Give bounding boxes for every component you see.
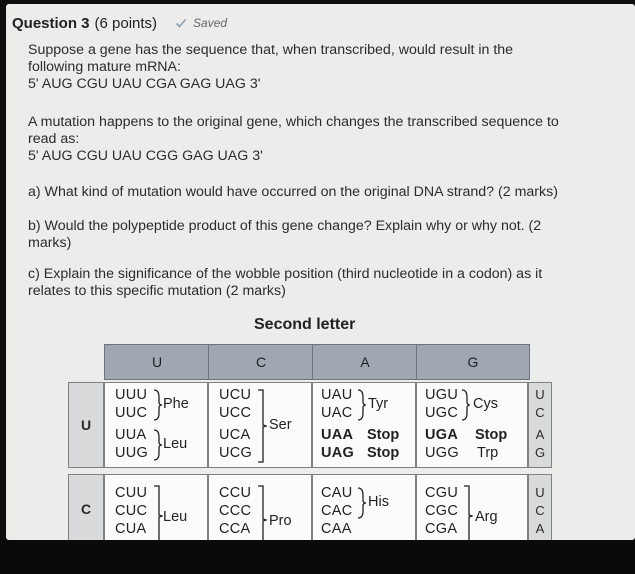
question-part-b <box>28 218 588 252</box>
codon: CUA <box>115 521 147 537</box>
question-points: (6 points) <box>94 14 158 32</box>
codon: CCA <box>219 521 251 537</box>
paragraph-line: relates to this specific mutation (2 marks) <box>28 283 286 299</box>
right-bracket-icon <box>257 389 267 463</box>
mutation-paragraph <box>28 114 598 165</box>
right-brace-icon <box>461 389 471 421</box>
codon: CGA <box>425 521 458 537</box>
stop-label: Stop <box>367 445 400 461</box>
codon: UUC <box>115 405 148 421</box>
codon: CAA <box>321 521 352 537</box>
third-letter: A <box>535 521 545 536</box>
saved-label: Saved <box>193 16 228 30</box>
right-bracket-icon <box>463 485 473 540</box>
codon: UGG <box>425 445 459 461</box>
codon: UUG <box>115 445 149 461</box>
question-header <box>12 12 227 34</box>
right-bracket-icon <box>153 485 163 540</box>
mutated-mrna-sequence: 5' AUG CGU UAU CGG GAG UAG 3' <box>28 148 263 164</box>
codon: CUU <box>115 485 148 501</box>
codon: UUA <box>115 427 147 443</box>
third-letter-column-u <box>528 382 552 468</box>
codon: UAC <box>321 405 353 421</box>
codon: UCG <box>219 445 253 461</box>
codon-cell-cc <box>208 474 312 540</box>
paragraph-line: Suppose a gene has the sequence that, when transcribed, would result in the <box>28 42 514 58</box>
codon-cell-uu <box>104 382 208 468</box>
amino-acid-label: Arg <box>475 509 498 525</box>
codon: UGU <box>425 387 459 403</box>
amino-acid-label: Phe <box>163 396 189 412</box>
amino-acid-label: Leu <box>163 436 188 452</box>
codon: CUC <box>115 503 148 519</box>
codon: CGC <box>425 503 459 519</box>
amino-acid-label: Tyr <box>368 396 389 412</box>
first-letter-c: C <box>68 474 104 540</box>
codon-cell-ua <box>312 382 416 468</box>
codon: UCA <box>219 427 251 443</box>
second-letter-label: Second letter <box>254 316 356 333</box>
gene-sequence-paragraph <box>28 42 588 93</box>
codon: CAC <box>321 503 353 519</box>
right-brace-icon <box>153 429 163 461</box>
amino-acid-label: Pro <box>269 513 292 529</box>
codon: CGU <box>425 485 459 501</box>
amino-acid-label: Cys <box>473 396 498 412</box>
codon-table <box>68 340 558 540</box>
saved-status <box>175 16 227 30</box>
codon: CCC <box>219 503 252 519</box>
codon-cell-ug <box>416 382 528 468</box>
right-bracket-icon <box>257 485 267 540</box>
third-letter: C <box>535 405 545 420</box>
first-letter-u: U <box>68 382 104 468</box>
codon: CAU <box>321 485 353 501</box>
column-header-a: A <box>312 344 418 380</box>
stop-label: Stop <box>475 427 508 443</box>
amino-acid-label: Leu <box>163 509 188 525</box>
paragraph-line: A mutation happens to the original gene, which changes the transcribed sequence to <box>28 114 559 130</box>
paragraph-line: read as: <box>28 131 80 147</box>
codon: UUU <box>115 387 148 403</box>
paragraph-line: marks) <box>28 235 72 251</box>
codon: UAA <box>321 427 354 443</box>
amino-acid-label: Ser <box>269 417 292 433</box>
paragraph-line: following mature mRNA: <box>28 59 181 75</box>
third-letter: A <box>535 427 545 442</box>
codon-cell-cu <box>104 474 208 540</box>
third-letter-column-c <box>528 474 552 540</box>
bottom-black-bar <box>0 540 635 574</box>
codon: CCU <box>219 485 252 501</box>
codon-cell-cg <box>416 474 528 540</box>
codon: UGC <box>425 405 459 421</box>
codon-cell-uc <box>208 382 312 468</box>
column-header-g: G <box>416 344 530 380</box>
original-mrna-sequence: 5' AUG CGU UAU CGA GAG UAG 3' <box>28 76 261 92</box>
question-title: Question 3 <box>12 14 90 32</box>
third-letter: G <box>534 445 546 460</box>
paragraph-line: b) Would the polypeptide product of this gene change? Explain why or why not. (2 <box>28 218 542 234</box>
paragraph-line: c) Explain the significance of the wobble position (third nucleotide in a codon) as it <box>28 266 543 282</box>
right-brace-icon <box>153 389 163 421</box>
question-part-a: a) What kind of mutation would have occurred on the original DNA strand? (2 marks) <box>28 184 558 200</box>
codon: UGA <box>425 427 459 443</box>
codon: UAG <box>321 445 355 461</box>
codon: UCC <box>219 405 252 421</box>
third-letter: C <box>535 503 545 518</box>
question-card <box>6 4 635 540</box>
codon-cell-ca <box>312 474 416 540</box>
codon: UAU <box>321 387 353 403</box>
right-brace-icon <box>357 487 367 519</box>
amino-acid-label: Trp <box>477 445 499 461</box>
third-letter: U <box>535 387 545 402</box>
column-header-u: U <box>104 344 210 380</box>
right-brace-icon <box>357 389 367 421</box>
question-part-c <box>28 266 588 300</box>
third-letter: U <box>535 485 545 500</box>
codon: UCU <box>219 387 252 403</box>
checkmark-icon <box>175 17 187 29</box>
stop-label: Stop <box>367 427 400 443</box>
column-header-c: C <box>208 344 314 380</box>
amino-acid-label: His <box>368 494 389 510</box>
